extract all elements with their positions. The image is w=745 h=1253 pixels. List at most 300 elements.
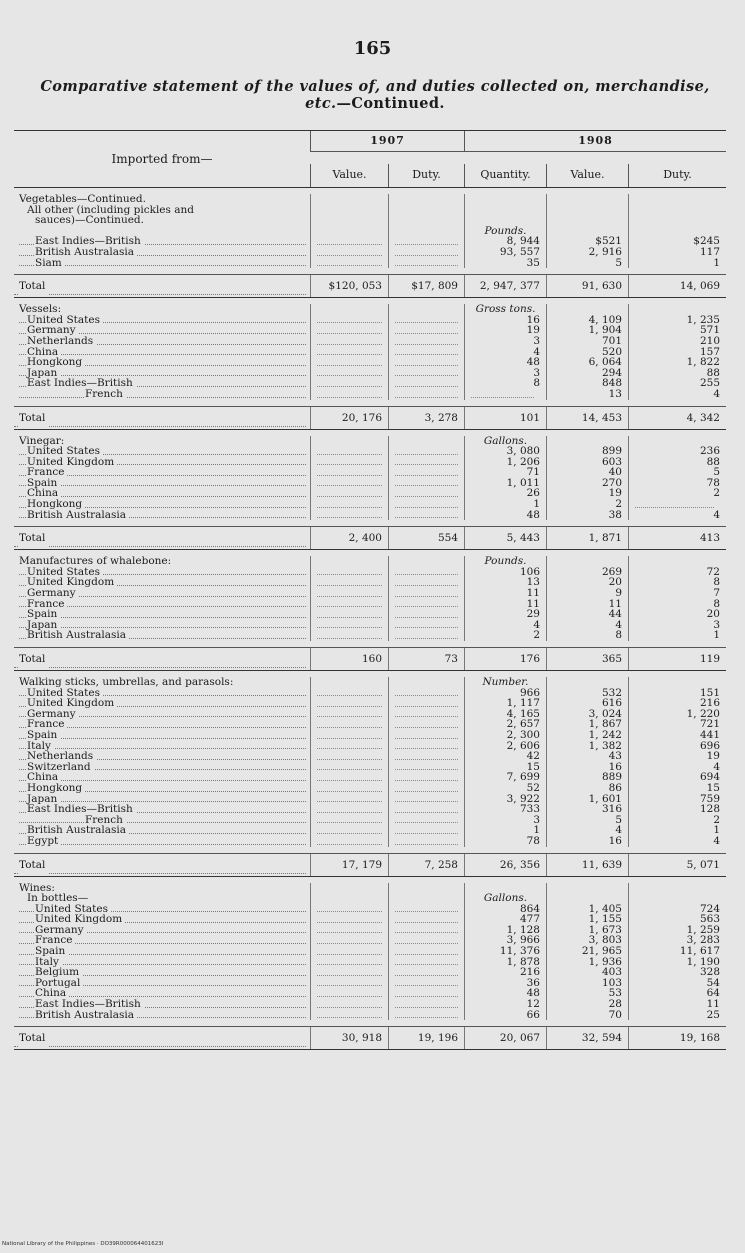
duty-1908-cell: 25 — [706, 1009, 720, 1021]
duty-1908-cell: 694 — [699, 772, 720, 783]
value-1908-cell: 1, 405 — [588, 903, 622, 915]
blank-leader — [317, 914, 382, 923]
label-column — [14, 194, 310, 268]
leader-dots — [19, 801, 306, 802]
duty-1908-cell: 151 — [699, 687, 720, 699]
row-label — [19, 978, 310, 989]
value-1908-cell: 43 — [608, 751, 622, 762]
quantity-1908-cell: 216 — [519, 967, 540, 978]
duty-1907-cell — [389, 893, 464, 904]
quantity-1908-cell: 42 — [526, 751, 540, 762]
quantity-1908-cell: 93, 557 — [499, 246, 540, 258]
total-quantity-1908: 176 — [464, 648, 546, 670]
blank-leader — [395, 978, 458, 987]
duty-1907-cell — [389, 588, 464, 599]
quantity-1908-cell: 66 — [526, 1009, 540, 1021]
row-label — [19, 499, 310, 510]
duty-1908-cell: 19 — [706, 751, 720, 762]
duty-1908-cell — [629, 893, 726, 904]
duty-1907-cell — [389, 946, 464, 957]
duty-1908-cell: 11 — [706, 999, 720, 1010]
duty-1907-cell — [389, 904, 464, 915]
blank-leader — [317, 467, 382, 476]
row-label — [19, 567, 310, 578]
row-label — [19, 914, 310, 925]
blank-leader — [317, 698, 382, 707]
total-label-text: Total — [19, 854, 48, 876]
leader-dots — [19, 485, 306, 486]
blank-leader — [395, 325, 458, 334]
value-1908-cell: 6, 064 — [588, 357, 622, 368]
leader-dots — [14, 1046, 306, 1047]
quantity-1908-cell: 1, 128 — [506, 924, 540, 936]
table-section — [14, 877, 726, 1021]
value-1907-cell — [311, 825, 388, 836]
duty-1907-cell — [389, 304, 464, 315]
value-1908-column — [546, 677, 628, 847]
value-1908-cell: 16 — [608, 835, 622, 847]
quantity-1908-cell: 78 — [526, 835, 540, 847]
duty-1908-cell: 210 — [699, 335, 720, 347]
quantity-1908-cell: 35 — [526, 257, 540, 269]
quantity-1908-cell: 1, 011 — [506, 477, 540, 489]
total-row — [14, 853, 726, 877]
total-label — [14, 1027, 310, 1049]
leader-dots — [19, 738, 306, 739]
row-label-text: Japan — [27, 620, 60, 631]
value-1907-cell — [311, 436, 388, 447]
leader-dots — [19, 627, 306, 628]
duty-1908-cell — [629, 556, 726, 567]
total-row — [14, 1026, 726, 1050]
category-heading — [19, 226, 310, 237]
duty-1908-cell: 4 — [713, 761, 720, 773]
blank-leader — [395, 236, 458, 245]
duty-1908-cell: 2 — [713, 814, 720, 826]
label-column — [14, 883, 310, 1021]
row-label-text: United Kingdom — [27, 577, 117, 588]
quantity-1908-cell: 4 — [533, 619, 540, 631]
row-label — [19, 825, 310, 836]
value-1907-cell — [311, 488, 388, 499]
value-1908-cell: 5 — [615, 257, 622, 269]
row-label — [19, 688, 310, 699]
empty-cell — [547, 194, 628, 205]
duty-1908-cell: 571 — [699, 325, 720, 336]
value-1907-cell — [311, 988, 388, 999]
blank-leader — [395, 967, 458, 976]
value-1908-cell: 269 — [601, 566, 622, 578]
blank-leader — [317, 609, 382, 618]
duty-1907-cell — [389, 988, 464, 999]
value-1908-cell: $521 — [595, 236, 622, 247]
quantity-1908-column — [464, 304, 546, 399]
blank-leader — [317, 783, 382, 792]
category-heading — [19, 205, 310, 216]
duty-1907-cell — [389, 446, 464, 457]
total-label-text: Total — [19, 1027, 48, 1049]
duty-1908-cell: 328 — [699, 967, 720, 978]
blank-leader — [395, 914, 458, 923]
blank-leader — [395, 567, 458, 576]
leader-dots — [19, 375, 306, 376]
blank-leader — [317, 236, 382, 245]
total-value-1908: 32, 594 — [546, 1027, 628, 1049]
row-label-text: United States — [27, 315, 103, 326]
blank-leader — [317, 389, 382, 398]
table-section — [14, 430, 726, 521]
row-label-text: Vessels: — [19, 304, 64, 315]
row-label — [19, 783, 310, 794]
row-label-text: China — [27, 347, 61, 358]
row-label-text: Japan — [27, 794, 60, 805]
duty-1907-column — [388, 304, 464, 399]
row-label-text: Japan — [27, 368, 60, 379]
value-1908-cell: 86 — [608, 782, 622, 794]
total-label — [14, 407, 310, 429]
duty-1907-cell — [389, 751, 464, 762]
blank-leader — [317, 719, 382, 728]
total-value-1908: 14, 453 — [546, 407, 628, 429]
row-label — [19, 709, 310, 720]
row-label — [19, 347, 310, 358]
blank-leader — [317, 794, 382, 803]
duty-1907-column — [388, 883, 464, 1021]
blank-leader — [395, 988, 458, 997]
duty-1907-cell — [389, 609, 464, 620]
duty-1907-cell — [389, 378, 464, 389]
empty-cell — [547, 215, 628, 226]
total-value-1907: $120, 053 — [310, 275, 388, 297]
blank-leader — [317, 967, 382, 976]
category-heading — [19, 304, 310, 315]
value-1907-cell — [311, 599, 388, 610]
duty-1907-cell — [389, 357, 464, 368]
scan-footer: National Library of the Philippines · DO39R000064401623I — [2, 1241, 164, 1247]
blank-leader — [395, 925, 458, 934]
value-1908-cell: 19 — [608, 488, 622, 500]
duty-1908-cell — [629, 226, 726, 237]
value-1907-cell — [311, 904, 388, 915]
row-label — [19, 325, 310, 336]
quantity-1908-cell: 52 — [526, 782, 540, 794]
quantity-1908-column — [464, 556, 546, 641]
quantity-1908-cell: 26 — [526, 488, 540, 500]
duty-1907-cell — [389, 436, 464, 447]
leader-dots — [14, 667, 306, 668]
table-body — [14, 188, 726, 1050]
blank-leader — [395, 315, 458, 324]
value-1907-cell — [311, 883, 388, 894]
blank-leader — [317, 825, 382, 834]
leader-dots — [19, 748, 306, 749]
value-1908-cell: 889 — [601, 772, 622, 783]
row-label — [19, 467, 310, 478]
total-value-1907: 17, 179 — [310, 854, 388, 876]
blank-leader — [395, 1010, 458, 1019]
duty-1908-cell: 128 — [699, 804, 720, 815]
category-heading — [19, 556, 310, 567]
empty-cell — [629, 215, 726, 226]
value-1907-cell — [311, 698, 388, 709]
row-label — [19, 751, 310, 762]
row-label — [19, 988, 310, 999]
blank-leader — [317, 730, 382, 739]
blank-leader — [317, 378, 382, 387]
duty-1908-column — [628, 436, 726, 521]
total-value-1907: 20, 176 — [310, 407, 388, 429]
leader-dots — [19, 496, 306, 497]
row-label — [19, 957, 310, 968]
value-1907-cell — [311, 205, 388, 216]
blank-leader — [317, 762, 382, 771]
quantity-1908-cell: 15 — [526, 761, 540, 773]
blank-leader — [395, 772, 458, 781]
duty-1907-column — [388, 436, 464, 521]
duty-1907-cell — [389, 825, 464, 836]
duty-1908-cell: 1, 259 — [686, 924, 720, 936]
empty-cell — [465, 215, 546, 226]
header-value-1907: Value. — [310, 164, 388, 187]
duty-1907-cell — [389, 315, 464, 326]
duty-1907-cell — [389, 730, 464, 741]
row-label-text: Walking sticks, umbrellas, and parasols: — [19, 677, 236, 688]
duty-1908-cell: 5 — [713, 467, 720, 478]
duty-1908-cell: 7 — [713, 588, 720, 599]
value-1907-cell — [311, 609, 388, 620]
blank-leader — [395, 357, 458, 366]
quantity-1908-cell: 2, 300 — [506, 729, 540, 741]
row-label-text: Spain — [27, 609, 60, 620]
quantity-1908-cell: 864 — [519, 903, 540, 915]
value-1907-column — [310, 194, 388, 268]
row-label-text: Switzerland — [27, 762, 94, 773]
quantity-1908-cell: 11 — [526, 598, 540, 610]
row-label-text: United States — [27, 567, 103, 578]
blank-leader — [395, 609, 458, 618]
quantity-1908-column — [464, 436, 546, 521]
row-label-text: China — [35, 988, 69, 999]
total-duty-1907: 3, 278 — [388, 407, 464, 429]
blank-leader — [395, 836, 458, 845]
blank-leader — [317, 599, 382, 608]
value-1908-cell — [547, 677, 628, 688]
value-1907-cell — [311, 794, 388, 805]
empty-cell — [465, 194, 546, 205]
blank-leader — [317, 325, 382, 334]
row-label-text: British Australasia — [27, 825, 129, 836]
value-1908-cell: 1, 601 — [588, 793, 622, 805]
leader-dots — [19, 844, 306, 845]
blank-leader — [395, 762, 458, 771]
empty-cell — [547, 205, 628, 216]
row-label — [19, 315, 310, 326]
duty-1907-cell — [389, 688, 464, 699]
blank-leader — [317, 772, 382, 781]
category-heading — [19, 436, 310, 447]
duty-1908-cell: 441 — [699, 729, 720, 741]
blank-leader — [395, 630, 458, 639]
value-1907-cell — [311, 236, 388, 247]
value-1907-cell — [311, 510, 388, 521]
total-row — [14, 406, 726, 430]
value-1907-cell — [311, 709, 388, 720]
duty-1908-cell: 721 — [699, 719, 720, 730]
total-label-text: Total — [19, 275, 48, 297]
row-label — [19, 620, 310, 631]
row-label — [19, 925, 310, 936]
total-quantity-1908: 26, 356 — [464, 854, 546, 876]
quantity-1908-cell: 3 — [533, 335, 540, 347]
leader-dots — [14, 546, 306, 547]
total-value-1907: 160 — [310, 648, 388, 670]
quantity-1908-cell: 8 — [533, 378, 540, 389]
category-heading — [19, 194, 310, 205]
value-1908-cell — [547, 436, 628, 447]
value-1907-cell — [311, 688, 388, 699]
row-label — [19, 630, 310, 641]
row-label-text: Manufactures of whalebone: — [19, 556, 174, 567]
quantity-1908-cell: 477 — [519, 914, 540, 925]
blank-leader — [395, 741, 458, 750]
total-duty-1908: 119 — [628, 648, 726, 670]
value-1908-cell: 701 — [601, 335, 622, 347]
blank-leader — [317, 478, 382, 487]
row-label-text: China — [27, 488, 61, 499]
blank-leader — [317, 588, 382, 597]
row-label — [19, 741, 310, 752]
value-1908-cell: 21, 965 — [581, 946, 622, 957]
value-1907-cell — [311, 499, 388, 510]
quantity-1908-cell: 4, 165 — [506, 708, 540, 720]
duty-1908-cell — [629, 436, 726, 447]
total-row — [14, 526, 726, 550]
value-1908-cell: 103 — [601, 977, 622, 989]
duty-1908-cell: 72 — [706, 566, 720, 578]
row-label-text: United States — [35, 904, 111, 915]
blank-leader — [395, 999, 458, 1008]
table-section — [14, 550, 726, 641]
value-1907-column — [310, 436, 388, 521]
duty-1908-cell: 236 — [699, 446, 720, 457]
blank-leader — [317, 804, 382, 813]
duty-1907-cell — [389, 215, 464, 226]
value-1908-cell: 3, 803 — [588, 935, 622, 947]
blank-leader — [395, 783, 458, 792]
row-label-text: Portugal — [35, 978, 83, 989]
value-1907-cell — [311, 336, 388, 347]
value-1907-cell — [311, 935, 388, 946]
row-label-text: East Indies—British — [35, 999, 144, 1010]
quantity-1908-cell: 11, 376 — [499, 946, 540, 957]
category-heading — [19, 677, 310, 688]
header-year-1907: 1907 — [310, 131, 464, 152]
duty-1907-cell — [389, 258, 464, 269]
duty-1908-cell: 4 — [713, 388, 720, 400]
category-heading — [19, 215, 310, 226]
value-1907-cell — [311, 215, 388, 226]
value-1908-column — [546, 304, 628, 399]
value-1908-cell: 270 — [601, 477, 622, 489]
value-1907-cell — [311, 677, 388, 688]
value-1907-cell — [311, 967, 388, 978]
quantity-1908-cell: 1, 878 — [506, 956, 540, 968]
caption-line-2 — [30, 95, 720, 112]
row-label — [19, 836, 310, 847]
value-1907-cell — [311, 247, 388, 258]
duty-1907-cell — [389, 567, 464, 578]
blank-leader — [395, 751, 458, 760]
blank-leader — [317, 446, 382, 455]
empty-cell — [629, 194, 726, 205]
duty-1907-cell — [389, 620, 464, 631]
total-value-1907: 2, 400 — [310, 527, 388, 549]
quantity-1908-cell: 733 — [519, 804, 540, 815]
blank-leader — [317, 315, 382, 324]
duty-1908-cell: 8 — [713, 598, 720, 610]
blank-leader — [395, 730, 458, 739]
blank-leader — [395, 467, 458, 476]
row-label-text: Spain — [27, 730, 60, 741]
duty-1907-cell — [389, 741, 464, 752]
row-label-text: East Indies—British — [35, 236, 144, 247]
row-label-text: Egypt — [27, 836, 61, 847]
row-label — [19, 967, 310, 978]
duty-1907-cell — [389, 347, 464, 358]
value-1908-cell: 616 — [601, 698, 622, 709]
value-1908-cell: 532 — [601, 687, 622, 699]
value-1907-cell — [311, 588, 388, 599]
blank-leader — [395, 488, 458, 497]
blank-leader — [317, 620, 382, 629]
table-section — [14, 188, 726, 268]
leader-dots — [19, 822, 306, 823]
row-label-text: France — [27, 599, 67, 610]
value-1907-cell — [311, 577, 388, 588]
value-1908-cell: 1, 867 — [588, 719, 622, 730]
duty-1907-cell — [389, 772, 464, 783]
quantity-1908-cell: 4 — [533, 346, 540, 358]
duty-1908-cell: 15 — [706, 782, 720, 794]
duty-1908-column — [628, 194, 726, 268]
value-1908-cell: 1, 673 — [588, 924, 622, 936]
value-1908-cell: 294 — [601, 367, 622, 379]
duty-1907-cell — [389, 556, 464, 567]
blank-leader — [317, 978, 382, 987]
duty-1907-cell — [389, 836, 464, 847]
duty-1907-cell — [389, 336, 464, 347]
duty-1907-cell — [389, 205, 464, 216]
value-1907-cell — [311, 1010, 388, 1021]
statement-table — [14, 130, 726, 1050]
value-1907-cell — [311, 804, 388, 815]
duty-1908-cell: 117 — [699, 246, 720, 258]
row-label-text: United States — [27, 688, 103, 699]
value-1908-cell: 1, 242 — [588, 729, 622, 741]
row-label — [19, 1010, 310, 1021]
duty-1908-column — [628, 304, 726, 399]
duty-1907-cell — [389, 794, 464, 805]
row-label-text: sauces)—Continued. — [35, 215, 147, 226]
blank-leader — [395, 446, 458, 455]
row-label-text: In bottles— — [27, 893, 91, 904]
total-duty-1907: 7, 258 — [388, 854, 464, 876]
category-heading — [19, 883, 310, 894]
total-duty-1908: 19, 168 — [628, 1027, 726, 1049]
total-label-text: Total — [19, 527, 48, 549]
duty-1908-cell — [629, 499, 726, 510]
total-quantity-1908: 2, 947, 377 — [464, 275, 546, 297]
